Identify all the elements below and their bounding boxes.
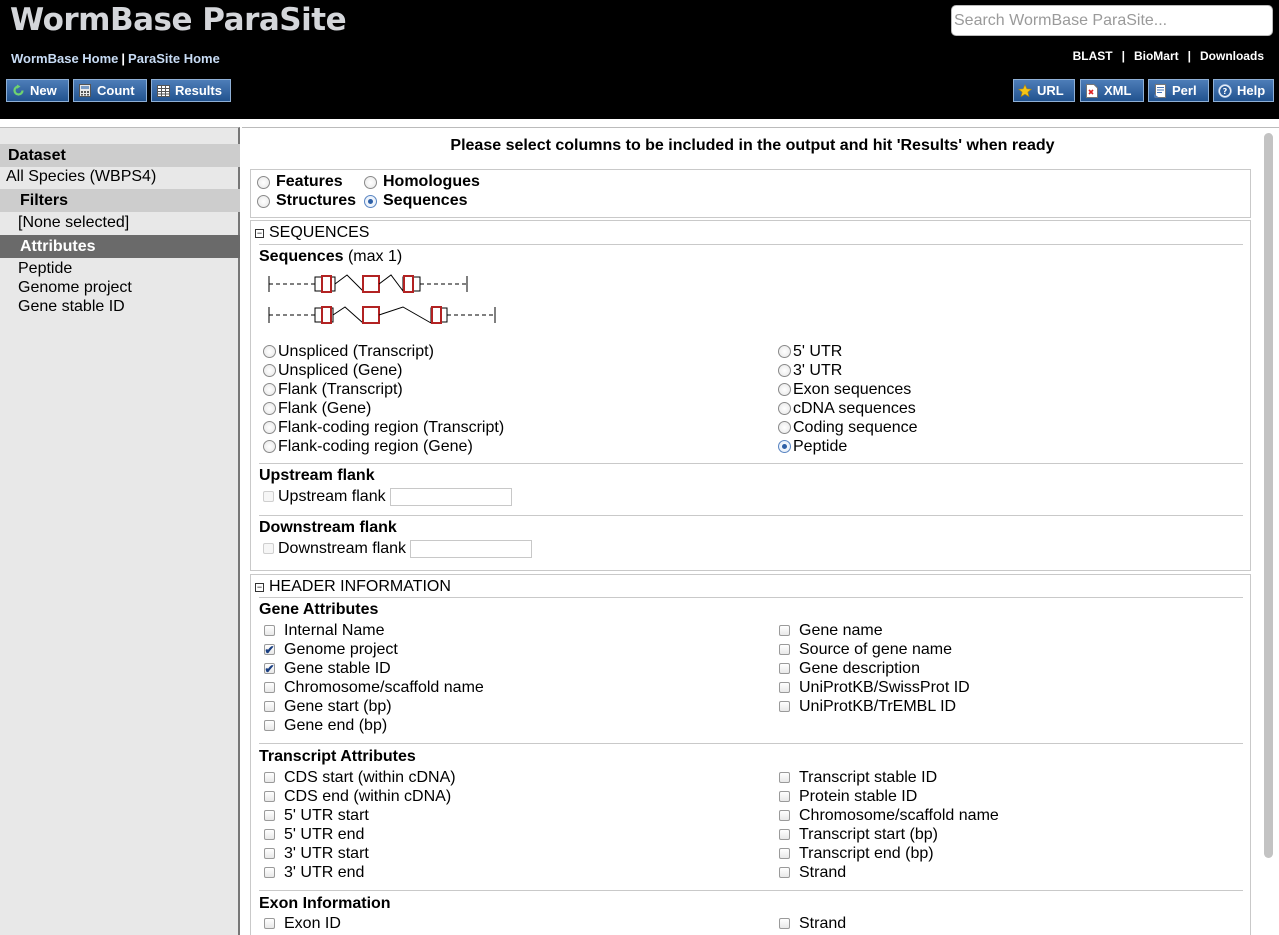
attr-transcript-end[interactable]: [779, 844, 934, 863]
section-title: HEADER INFORMATION: [269, 578, 451, 595]
url-button[interactable]: [1013, 79, 1075, 102]
attr-label: UniProtKB/SwissProt ID: [799, 678, 970, 696]
attr-chromosome-scaffold-name[interactable]: [264, 678, 484, 697]
option-label: Flank-coding region (Transcript): [278, 418, 505, 436]
option-unspliced-gene[interactable]: [263, 361, 403, 380]
checkbox[interactable]: [779, 663, 790, 674]
option-flank-gene[interactable]: [263, 399, 371, 418]
checkbox[interactable]: [264, 682, 275, 693]
checkbox[interactable]: [264, 848, 275, 859]
radio[interactable]: [263, 402, 276, 415]
checkbox[interactable]: [264, 829, 275, 840]
radio[interactable]: [778, 421, 791, 434]
attr-label: Protein stable ID: [799, 787, 918, 805]
search-input[interactable]: [951, 5, 1273, 36]
sequences-section-header[interactable]: [255, 224, 369, 242]
attr-label: 3' UTR start: [284, 844, 369, 862]
upstream-flank-checkbox[interactable]: [263, 491, 274, 502]
radio[interactable]: [263, 345, 276, 358]
attr-label: Gene name: [799, 621, 883, 639]
subheading-text: Sequences: [259, 248, 344, 265]
attr-cds-start[interactable]: [264, 768, 456, 787]
downstream-flank-checkbox[interactable]: [263, 543, 274, 554]
attr-exon-strand[interactable]: [779, 914, 846, 933]
checkbox[interactable]: [264, 867, 275, 878]
divider: [259, 890, 1243, 891]
checkbox[interactable]: [264, 772, 275, 783]
selected-attribute: Gene stable ID: [18, 298, 125, 315]
page-option-label: Homologues: [383, 173, 480, 190]
checkbox[interactable]: [779, 644, 790, 655]
attr-label: Gene start (bp): [284, 697, 392, 715]
calculator-icon: [78, 84, 92, 98]
page-option-label: Structures: [276, 192, 357, 209]
option-label: Coding sequence: [793, 418, 918, 436]
filters-heading[interactable]: Filters: [0, 189, 240, 212]
attr-label: Source of gene name: [799, 640, 952, 658]
attr-internal-name[interactable]: [264, 621, 385, 640]
home-links: WormBase Home | ParaSite Home: [11, 51, 220, 66]
selected-attribute: Peptide: [18, 260, 73, 277]
attr-label: 3' UTR end: [284, 863, 365, 881]
attr-label: Genome project: [284, 640, 398, 658]
script-icon: [1153, 84, 1167, 98]
attr-strand[interactable]: [779, 863, 846, 882]
attr-uniprot-swissprot-id[interactable]: [779, 678, 970, 697]
attr-label: 5' UTR start: [284, 806, 369, 824]
attr-transcript-start[interactable]: [779, 825, 938, 844]
new-button-label: New: [30, 83, 57, 98]
page-option-features[interactable]: [257, 173, 343, 191]
divider: [259, 515, 1243, 516]
attr-exon-id[interactable]: [264, 914, 341, 933]
filters-value: [None selected]: [18, 214, 130, 231]
checkbox[interactable]: [779, 829, 790, 840]
collapse-icon[interactable]: −: [256, 581, 263, 592]
option-flank-coding-gene[interactable]: [263, 437, 473, 456]
option-label: Exon sequences: [793, 380, 912, 398]
attr-protein-stable-id[interactable]: [779, 787, 917, 806]
header-information-section-header[interactable]: [255, 578, 451, 596]
exon-information-heading: Exon Information: [259, 895, 391, 912]
checkbox[interactable]: [779, 848, 790, 859]
collapse-icon[interactable]: −: [256, 227, 263, 238]
vertical-scrollbar[interactable]: [1264, 133, 1273, 858]
summary-sidebar: [0, 127, 240, 935]
refresh-icon: [11, 84, 25, 98]
selected-attribute: Genome project: [18, 279, 132, 296]
radio[interactable]: [778, 402, 791, 415]
checkbox[interactable]: [264, 701, 275, 712]
help-button[interactable]: [1213, 79, 1274, 102]
attr-label: Exon ID: [284, 914, 341, 932]
attr-cds-end[interactable]: [264, 787, 451, 806]
biomart-link[interactable]: BioMart: [1133, 49, 1179, 63]
top-header: [0, 0, 1279, 119]
downstream-flank-heading: Downstream flank: [259, 519, 397, 536]
option-peptide[interactable]: [778, 437, 847, 456]
divider: [259, 597, 1243, 598]
checkbox-checked[interactable]: ✔: [264, 642, 275, 657]
attr-label: 5' UTR end: [284, 825, 365, 843]
perl-button-label: Perl: [1172, 83, 1197, 98]
help-button-label: Help: [1237, 83, 1266, 98]
attr-label: Chromosome/scaffold name: [284, 678, 484, 696]
downloads-link[interactable]: Downloads: [1199, 49, 1264, 63]
max-note: (max 1): [347, 248, 403, 265]
attr-label: Strand: [799, 914, 847, 932]
divider: [259, 743, 1243, 744]
xml-button-label: XML: [1104, 83, 1132, 98]
option-label: cDNA sequences: [793, 399, 916, 417]
radio[interactable]: [263, 364, 276, 377]
checkbox[interactable]: [779, 772, 790, 783]
attr-transcript-stable-id[interactable]: [779, 768, 937, 787]
instruction-title: Please select columns to be included in the output and hit 'Results' when ready: [450, 137, 1055, 154]
checkbox[interactable]: [779, 625, 790, 636]
attribute-page-selector: [250, 169, 1251, 218]
checkbox[interactable]: [264, 918, 275, 929]
attr-label: Gene stable ID: [284, 659, 391, 677]
page-option-structures[interactable]: [257, 192, 356, 210]
results-button-label: Results: [175, 83, 222, 98]
option-exon-sequences[interactable]: [778, 380, 911, 399]
attr-gene-end[interactable]: [264, 716, 387, 735]
downstream-flank-row: [263, 539, 532, 558]
option-label: Peptide: [793, 437, 848, 455]
option-flank-transcript[interactable]: [263, 380, 403, 399]
attr-3-utr-start[interactable]: [264, 844, 369, 863]
radio[interactable]: [778, 383, 791, 396]
radio[interactable]: [263, 421, 276, 434]
upstream-flank-label: Upstream flank: [278, 487, 386, 505]
gene-attributes-heading: Gene Attributes: [259, 601, 379, 618]
gene-structure-diagram: [267, 273, 513, 329]
option-coding-sequence[interactable]: [778, 418, 918, 437]
radio[interactable]: [778, 364, 791, 377]
transcript-attributes-heading: Transcript Attributes: [259, 748, 416, 765]
attr-label: Chromosome/scaffold name: [799, 806, 999, 824]
divider: [259, 463, 1243, 464]
checkbox[interactable]: [264, 625, 275, 636]
dataset-value[interactable]: All Species (WBPS4): [6, 168, 157, 185]
attribute-panel: [242, 127, 1279, 935]
homologues-radio[interactable]: [364, 176, 377, 189]
page-option-homologues[interactable]: [364, 173, 480, 191]
option-label: Flank (Transcript): [278, 380, 403, 398]
xml-button[interactable]: [1080, 79, 1144, 102]
count-button[interactable]: [73, 79, 147, 102]
star-icon: [1018, 84, 1032, 98]
blast-link[interactable]: BLAST: [1072, 49, 1113, 63]
radio[interactable]: [778, 345, 791, 358]
attr-label: Transcript end (bp): [799, 844, 934, 862]
option-label: Flank-coding region (Gene): [278, 437, 473, 455]
count-button-label: Count: [97, 83, 135, 98]
option-5-utr[interactable]: [778, 342, 842, 361]
attr-label: Gene description: [799, 659, 920, 677]
option-unspliced-transcript[interactable]: [263, 342, 434, 361]
attr-label: CDS start (within cDNA): [284, 768, 456, 786]
option-label: Unspliced (Gene): [278, 361, 403, 379]
page-option-label: Sequences: [383, 192, 468, 209]
checkbox[interactable]: [779, 701, 790, 712]
attr-label: Internal Name: [284, 621, 385, 639]
selected-attributes-list: [18, 259, 132, 316]
attr-5-utr-start[interactable]: [264, 806, 369, 825]
attr-uniprot-trembl-id[interactable]: [779, 697, 956, 716]
table-icon: [156, 84, 170, 98]
radio-selected[interactable]: [778, 440, 791, 453]
checkbox[interactable]: [264, 720, 275, 731]
checkbox[interactable]: [779, 918, 790, 929]
perl-button[interactable]: [1148, 79, 1209, 102]
checkbox[interactable]: [779, 682, 790, 693]
attributes-heading[interactable]: Attributes: [0, 235, 240, 258]
radio[interactable]: [263, 383, 276, 396]
attr-5-utr-end[interactable]: [264, 825, 364, 844]
parasite-home-link[interactable]: ParaSite Home: [128, 51, 220, 66]
section-title: SEQUENCES: [269, 224, 370, 241]
attr-gene-description[interactable]: [779, 659, 920, 678]
checkbox[interactable]: [779, 791, 790, 802]
attr-gene-start[interactable]: [264, 697, 392, 716]
url-button-label: URL: [1037, 83, 1064, 98]
results-button[interactable]: [151, 79, 231, 102]
attr-label: Gene end (bp): [284, 716, 388, 734]
upstream-flank-input[interactable]: [390, 488, 512, 506]
checkbox[interactable]: [264, 791, 275, 802]
option-label: Flank (Gene): [278, 399, 372, 417]
attr-label: Strand: [799, 863, 847, 881]
attr-label: CDS end (within cDNA): [284, 787, 452, 805]
features-radio[interactable]: [257, 176, 270, 189]
sequences-subheading: [259, 248, 402, 266]
upstream-flank-heading: Upstream flank: [259, 467, 375, 484]
option-label: 5' UTR: [793, 342, 843, 360]
attr-gene-stable-id[interactable]: [264, 659, 391, 678]
attr-source-of-gene-name[interactable]: [779, 640, 952, 659]
help-icon: [1218, 84, 1232, 98]
wormbase-parasite-logo[interactable]: WormBase ParaSite: [10, 2, 347, 38]
option-flank-coding-transcript[interactable]: [263, 418, 504, 437]
attr-label: Transcript start (bp): [799, 825, 938, 843]
upstream-flank-row: [263, 487, 512, 506]
new-button[interactable]: [6, 79, 69, 102]
structures-radio[interactable]: [257, 195, 270, 208]
attr-gene-name[interactable]: [779, 621, 883, 640]
sequences-radio[interactable]: [364, 195, 377, 208]
attr-3-utr-end[interactable]: [264, 863, 364, 882]
dataset-heading[interactable]: Dataset: [0, 144, 240, 167]
attr-transcript-chromosome-scaffold-name[interactable]: [779, 806, 999, 825]
header-information-section: [250, 574, 1251, 935]
downstream-flank-label: Downstream flank: [278, 539, 407, 557]
downstream-flank-input[interactable]: [410, 540, 532, 558]
option-3-utr[interactable]: [778, 361, 842, 380]
option-cdna-sequences[interactable]: [778, 399, 916, 418]
checkbox[interactable]: [779, 867, 790, 878]
option-label: Unspliced (Transcript): [278, 342, 434, 360]
page-option-label: Features: [276, 173, 343, 190]
svg-text:?: ?: [1222, 86, 1228, 96]
page-option-sequences[interactable]: [364, 192, 467, 210]
xml-file-icon: [1085, 84, 1099, 98]
divider: [259, 244, 1243, 245]
attr-label: Transcript stable ID: [799, 768, 938, 786]
wormbase-home-link[interactable]: WormBase Home: [11, 51, 119, 66]
attr-genome-project[interactable]: [264, 640, 398, 659]
tool-links: BLAST | BioMart | Downloads: [1072, 49, 1264, 63]
checkbox-checked[interactable]: ✔: [264, 661, 275, 676]
sequences-section: [250, 220, 1251, 571]
checkbox[interactable]: [779, 810, 790, 821]
attr-label: UniProtKB/TrEMBL ID: [799, 697, 957, 715]
checkbox[interactable]: [264, 810, 275, 821]
option-label: 3' UTR: [793, 361, 843, 379]
radio[interactable]: [263, 440, 276, 453]
